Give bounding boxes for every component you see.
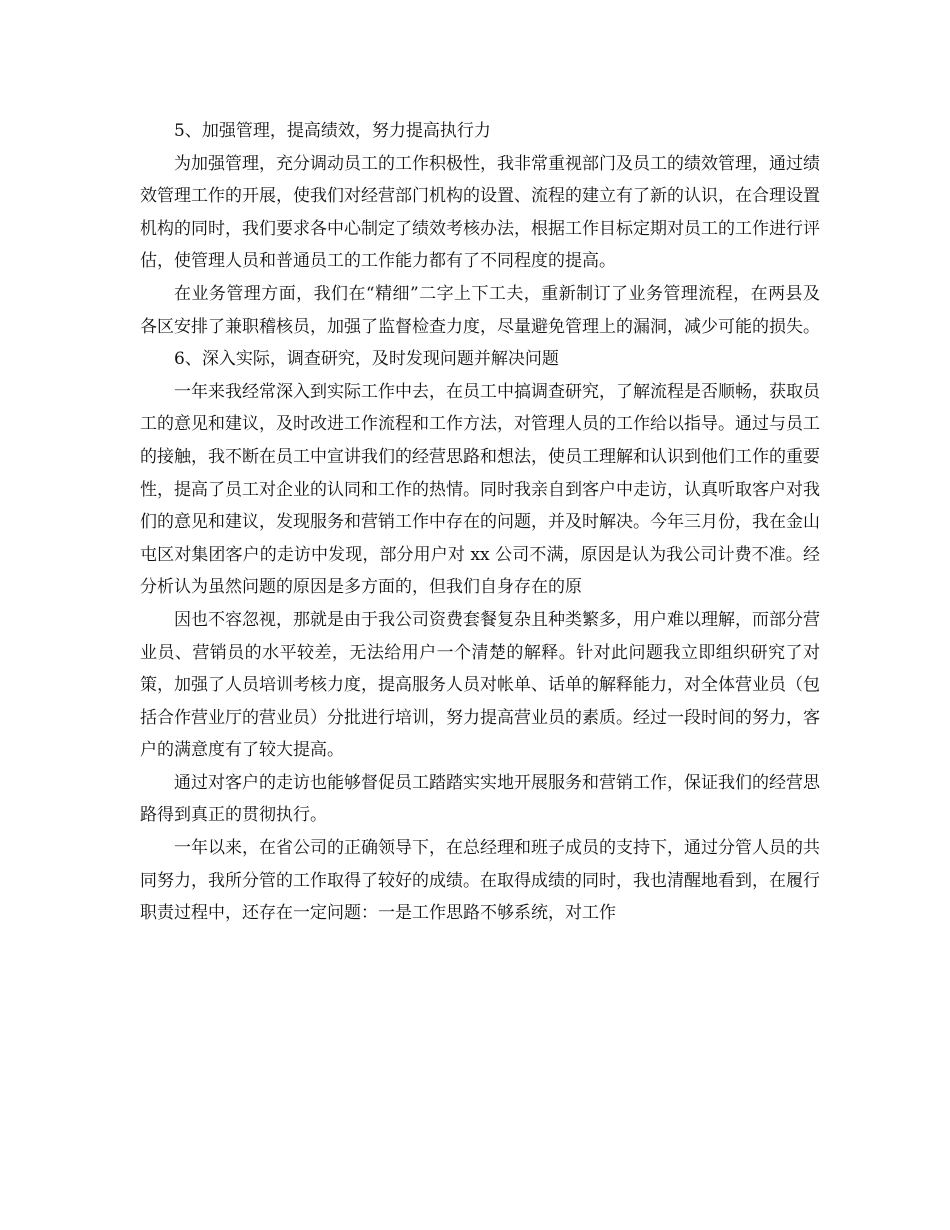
paragraph-customer-visits: 通过对客户的走访也能够督促员工踏踏实实地开展服务和营销工作，保证我们的经营思路得到真正的贯彻执行。 (140, 772, 820, 826)
paragraph-business-management: 在业务管理方面，我们在“精细”二字上下工夫，重新制订了业务管理流程，在两县及各区安排了兼职稽核员，加强了监督检查力度，尽量避免管理上的漏洞，减少可能的损失。 (140, 283, 820, 337)
section-heading-5: 5、加强管理，提高绩效，努力提高执行力 (174, 121, 491, 141)
paragraph-annual-summary: 一年以来，在省公司的正确领导下，在总经理和班子成员的支持下，通过分管人员的共同努力，我所分管的工作取得了较好的成绩。在取得成绩的同时，我也清醒地看到，在履行职责过程中，还存在一定问题：一是工作思路不够系统，对工作 (140, 838, 820, 924)
document-page (140, 115, 820, 930)
paragraph-cause-analysis: 因也不容忽视，那就是由于我公司资费套餐复杂且种类繁多，用户难以理解，而部分营业员、营销员的水平较差，无法给用户一个清楚的解释。针对此问题我立即组织研究了对策，加强了人员培训考核力度，提高服务人员对帐单、话单的解释能力，对全体营业员（包括合作营业厅的营业员）分批进行培训，努力提高营业员的素质。经过一段时间的努力，客户的满意度有了较大提高。 (140, 609, 820, 761)
paragraph-field-research: 一年来我经常深入到实际工作中去，在员工中搞调查研究，了解流程是否顺畅，获取员工的意见和建议，及时改进工作流程和工作方法，对管理人员的工作给以指导。通过与员工的接触，我不断在员工中宣讲我们的经营思路和想法，使员工理解和认识到他们工作的重要性，提高了员工对企业的认同和工作的热情。同时我亲自到客户中走访，认真听取客户对我们的意见和建议，发现服务和营销工作中存在的问题，并及时解决。今年三月份，我在金山屯区对集团客户的走访中发现，部分用户对 xx 公司不满，原因是认为我公司计费不准。经分析认为虽然问题的原因是多方面的，但我们自身存在的原 (140, 381, 820, 598)
paragraph-performance-management: 为加强管理，充分调动员工的工作积极性，我非常重视部门及员工的绩效管理，通过绩效管理工作的开展，使我们对经营部门机构的设置、流程的建立有了新的认识，在合理设置机构的同时，我们要求各中心制定了绩效考核办法，根据工作目标定期对员工的工作进行评估，使管理人员和普通员工的工作能力都有了不同程度的提高。 (140, 153, 820, 272)
section-heading-6: 6、深入实际，调查研究，及时发现问题并解决问题 (174, 349, 559, 370)
